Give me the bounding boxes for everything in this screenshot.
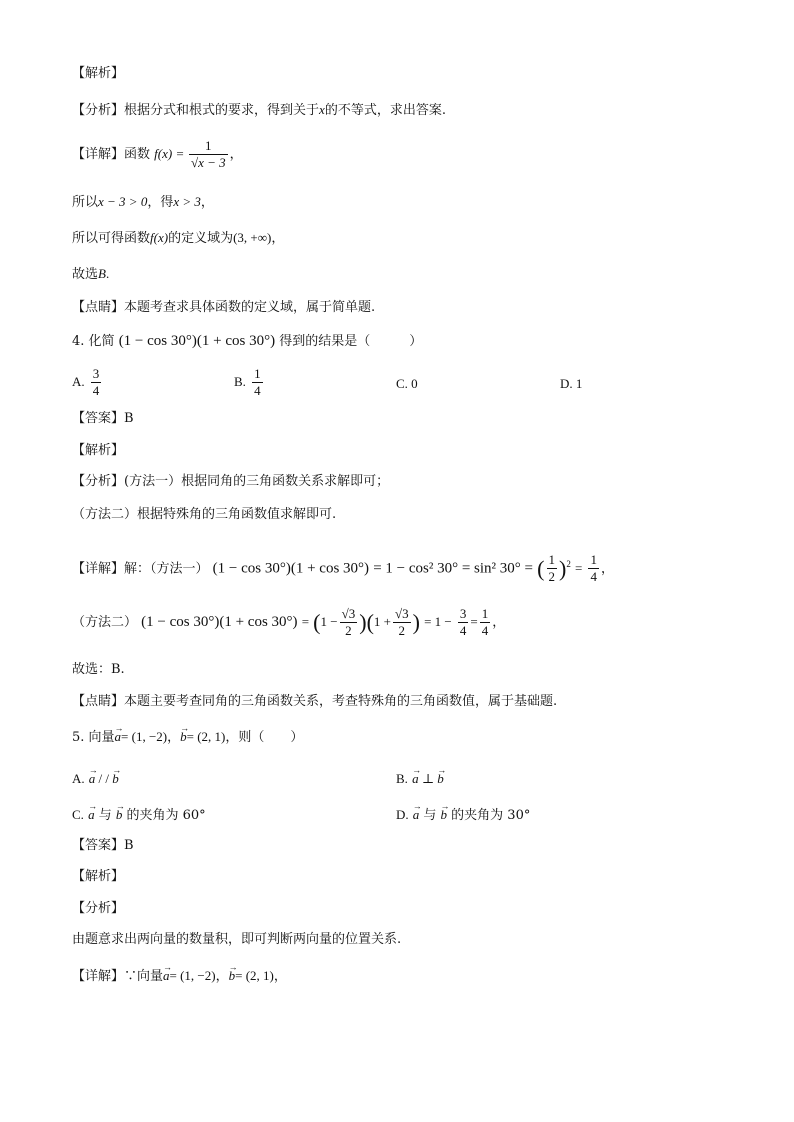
q4-detail-2-a: （方法二） — [72, 615, 138, 630]
domain-a: 所以可得函数 — [72, 231, 151, 246]
choose-value: B — [98, 266, 106, 281]
func-frac-num: 1 — [189, 138, 228, 155]
q4-expr: (1 − cos 30°)(1 + cos 30°) — [118, 333, 276, 349]
choose-line: 故选B. — [72, 266, 110, 282]
q5-option-b: B. → a ⊥ → b — [396, 769, 444, 790]
q4-analysis-2: （方法二）根据特殊角的三角函数值求解即可. — [72, 507, 337, 522]
q4-analysis: 【分析】(方法一）根据同角的三角函数关系求解即可； — [72, 474, 390, 489]
q4-detail-1-result: $\frac{1}{4}$ — [590, 552, 597, 585]
q4-stem — [72, 331, 422, 352]
analysis-var: x — [319, 102, 325, 117]
q4-option-a-frac: $\frac{3}{4}$ — [92, 366, 100, 398]
q4-option-b-label: B. — [234, 374, 246, 389]
q4-jiexi: 【解析】 — [72, 443, 125, 458]
q4-option-c: C. 0 — [396, 376, 418, 391]
so-word: 所以 — [72, 195, 99, 210]
q4-detail-1: 【详解】解：（方法一） (1 − cos 30°)(1 + cos 30°) = 1 − cos² 30° = sin² 30° = ( $\frac{1}{2}$ )$^2$ = $\frac{1}{4}$ ， — [72, 552, 614, 585]
domain-value: (3, +∞) — [233, 230, 272, 245]
func-fx: f(x) — [154, 146, 173, 161]
q4-detail-1-b: = 1 − cos² 30° = sin² 30° = — [373, 560, 534, 577]
dianjing-text: 本题考查求具体函数的定义域，属于简单题. — [124, 300, 376, 315]
func-frac-den: √x − 3 — [190, 155, 226, 170]
q4-detail-1-a: 【详解】解：（方法一） — [72, 561, 209, 577]
jiexi-heading: 【解析】 — [72, 66, 125, 81]
get-word: ，得 — [147, 195, 174, 210]
domain-fx: f(x) — [150, 230, 169, 245]
q5-analysis-tag: 【分析】 — [72, 901, 125, 916]
choose-word: 故选 — [72, 267, 99, 282]
q4-detail-2-result: $\frac{1}{4}$ — [481, 606, 489, 638]
q4-detail-1-half: $\frac{1}{2}$ — [548, 552, 555, 585]
q4-option-a — [72, 366, 103, 399]
q4-stem-a: 4. 化简 — [72, 334, 115, 349]
analysis-tag: 【分析】 — [72, 103, 125, 118]
q4-detail-2-c: = 1 − — [424, 614, 452, 629]
q5-val-a: = (1, −2) — [121, 729, 168, 744]
q5-jiexi: 【解析】 — [72, 869, 125, 884]
q4-stem-b: 得到的结果是（ ） — [279, 334, 423, 349]
q4-detail-2-root-1: $\frac{√3}{2}$ — [341, 606, 356, 638]
q5-answer: 【答案】B — [72, 838, 134, 853]
analysis-text: 根据分式和根式的要求，得到关于 — [124, 103, 320, 118]
q4-detail-2-root-2: $\frac{√3}{2}$ — [394, 606, 409, 638]
q5-vec-b: → b — [180, 727, 187, 747]
domain-b: 的定义域为 — [168, 231, 234, 246]
q4-option-b-frac: $\frac{1}{4}$ — [254, 366, 261, 398]
dianjing-tag: 【点睛】 — [72, 300, 125, 315]
q4-detail-2-expr: (1 − cos 30°)(1 + cos 30°) — [141, 614, 298, 630]
q5-option-d: D. → a 与 → b 的夹角为 30° — [396, 805, 530, 826]
q4-dianjing: 【点睛】本题主要考查同角的三角函数关系，考查特殊角的三角函数值，属于基础题. — [72, 694, 558, 709]
func-word: 函数 — [124, 147, 151, 162]
detail-tag: 【详解】 — [72, 147, 125, 162]
q4-detail-2: （方法二） (1 − cos 30°)(1 + cos 30°) = (1 − $\frac{√3}{2}$ )(1 + $\frac{√3}{2}$ ) = 1 − $\frac{3}{4}$ = $\frac{1}{4}$ ， — [72, 606, 506, 638]
q5-stem-b: ，则（ ） — [225, 730, 304, 745]
q5-detail-a: 【详解】∵向量 — [72, 969, 164, 984]
q5-val-b: = (2, 1) — [186, 729, 226, 744]
q4-detail-2-b: = — [301, 614, 310, 629]
q4-option-b — [234, 366, 265, 399]
q5-stem: 5. 向量→ a= (1, −2)，→ b= (2, 1)，则（ ） — [72, 727, 303, 748]
q5-option-c: C. → a 与 → b 的夹角为 60° — [72, 805, 206, 826]
domain-line — [72, 228, 284, 249]
q4-option-a-label: A. — [72, 374, 85, 389]
ineq-1: x − 3 > 0 — [98, 194, 148, 209]
comma: ， — [200, 195, 214, 210]
dianjing-line — [72, 298, 375, 318]
q4-option-d: D. 1 — [560, 376, 583, 391]
q4-detail-2-q: $\frac{3}{4}$ — [459, 606, 467, 638]
q5-analysis-text: 由题意求出两向量的数量积，即可判断两向量的位置关系. — [72, 932, 402, 947]
so-line — [72, 192, 214, 213]
comma: ， — [229, 147, 243, 162]
func-fraction — [189, 138, 228, 171]
q4-detail-1-c: = — [574, 560, 583, 576]
ineq-2: x > 3 — [173, 194, 201, 209]
q4-detail-1-expr: (1 − cos 30°)(1 + cos 30°) — [212, 560, 370, 577]
q4-choose: 故选：B. — [72, 662, 125, 677]
analysis-line — [72, 100, 446, 121]
q5-option-a: A. → a / / → b — [72, 769, 119, 790]
q4-answer: 【答案】B — [72, 411, 134, 426]
analysis-tail: 的不等式，求出答案. — [324, 103, 446, 118]
q5-detail: 【详解】∵向量→ a= (1, −2)，→ b= (2, 1)， — [72, 966, 287, 987]
q5-stem-a: 5. 向量 — [72, 730, 115, 745]
detail-line-func: 【详解】函数 f(x) = $\frac{1}{√x - 3}$ ， — [72, 138, 243, 170]
q5-vec-a: → a — [115, 727, 122, 747]
comma: ， — [271, 231, 285, 246]
